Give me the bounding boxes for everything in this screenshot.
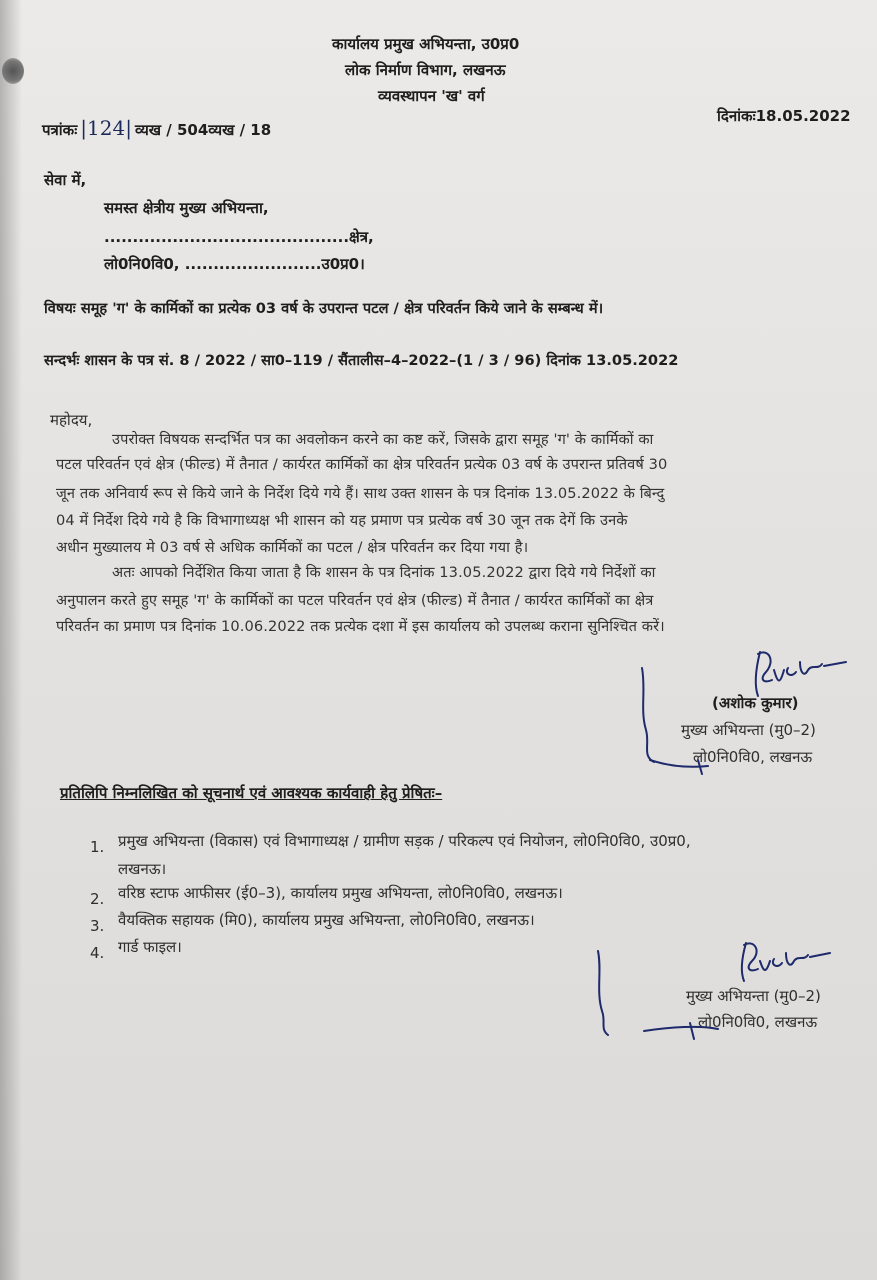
para1-line-3: जून तक अनिवार्य रूप से किये जाने के निर्देश दिये गये हैं। साथ उक्त शासन के पत्र दिनांक 13.05.2022 के बिन्दु	[56, 485, 665, 502]
para2-line-1: अतः आपको निर्देशित किया जाता है कि शासन के पत्र दिनांक 13.05.2022 द्वारा दिये गये निर्देशों का	[112, 564, 656, 581]
sandarbh-line: सन्दर्भः शासन के पत्र सं. 8 / 2022 / सा0–119 / सैंतालीस–4–2022–(1 / 3 / 96) दिनांक 13.05.2022	[44, 352, 679, 369]
header-department: लोक निर्माण विभाग, लखनऊ	[345, 61, 506, 79]
copy-item-3-number: 3.	[90, 917, 105, 935]
date-label: दिनांकः	[717, 107, 756, 125]
reference-number	[42, 116, 271, 140]
copy-item-1-line-1: प्रमुख अभियन्ता (विकास) एवं विभागाध्यक्ष / ग्रामीण सड़क / परिकल्प एवं नियोजन, लो0नि0वि0, उ0प्र0,	[118, 832, 691, 850]
recipient-line-1: समस्त क्षेत्रीय मुख्य अभियन्ता,	[104, 199, 269, 217]
recipient-line-2: ...........................................क्षेत्र,	[104, 228, 374, 246]
copy-item-1-line-2: लखनऊ।	[118, 860, 167, 878]
header-office: कार्यालय प्रमुख अभियन्ता, उ0प्र0	[332, 35, 520, 53]
salutation: महोदय,	[50, 411, 93, 429]
signatory-name: (अशोक कुमार)	[712, 694, 799, 712]
copy-signatory-office: लो0नि0वि0, लखनऊ	[698, 1013, 818, 1031]
patrank-handwritten-number: |124|	[80, 116, 132, 140]
copy-item-2-number: 2.	[90, 890, 105, 908]
copy-item-2-line-1: वरिष्ठ स्टाफ आफीसर (ई0–3), कार्यालय प्रमुख अभियन्ता, लो0नि0वि0, लखनऊ।	[118, 884, 563, 902]
subject-line: विषयः समूह 'ग' के कार्मिकों का प्रत्येक 03 वर्ष के उपरान्त पटल / क्षेत्र परिवर्तन किये जाने के सम्बन्ध में।	[44, 300, 604, 317]
punch-hole	[2, 58, 24, 84]
copy-item-4-number: 4.	[90, 944, 105, 962]
patrank-rest: व्यख / 504व्यख / 18	[134, 121, 272, 139]
para1-line-5: अधीन मुख्यालय मे 03 वर्ष से अधिक कार्मिकों का पटल / क्षेत्र परिवर्तन कर दिया गया है।	[56, 539, 529, 556]
signatory-office: लो0नि0वि0, लखनऊ	[693, 748, 813, 766]
patrank-label: पत्रांकः	[42, 121, 78, 139]
page-edge-shadow	[0, 0, 22, 1280]
para2-line-2: अनुपालन करते हुए समूह 'ग' के कार्मिकों का पटल परिवर्तन एवं क्षेत्र (फील्ड) में तैनात / कार्यरत कार्मिकों का क्षेत्र	[56, 592, 654, 609]
recipient-line-3: लो0नि0वि0, ........................उ0प्र0।	[104, 255, 365, 273]
copy-signatory-designation: मुख्य अभियन्ता (मु0–2)	[686, 987, 821, 1005]
date-value: 18.05.2022	[755, 107, 851, 125]
copy-heading: प्रतिलिपि निम्नलिखित को सूचनार्थ एवं आवश्यक कार्यवाही हेतु प्रेषितः–	[60, 784, 443, 802]
copy-item-4-line-1: गार्ड फाइल।	[118, 938, 182, 956]
copy-item-3-line-1: वैयक्तिक सहायक (मि0), कार्यालय प्रमुख अभियन्ता, लो0नि0वि0, लखनऊ।	[118, 911, 535, 929]
para1-line-2: पटल परिवर्तन एवं क्षेत्र (फील्ड) में तैनात / कार्यरत कार्मिकों का क्षेत्र परिवर्तन प्रत्येक 03 वर्ष के उपरान्त प्रतिवर्ष 30	[56, 456, 668, 473]
letter-date	[717, 106, 851, 126]
para1-line-4: 04 में निर्देश दिये गये है कि विभागाध्यक्ष भी शासन को यह प्रमाण पत्र प्रत्येक वर्ष 30 जून तक देगें कि उनके	[56, 512, 628, 529]
copy-item-1-number: 1.	[90, 838, 105, 856]
signatory-designation: मुख्य अभियन्ता (मु0–2)	[681, 721, 816, 739]
para1-line-1: उपरोक्त विषयक सन्दर्भित पत्र का अवलोकन करने का कष्ट करें, जिसके द्वारा समूह 'ग' के कार्मिकों का	[112, 431, 654, 448]
para2-line-3: परिवर्तन का प्रमाण पत्र दिनांक 10.06.2022 तक प्रत्येक दशा में इस कार्यालय को उपलब्ध कराना सुनिश्चित करें।	[56, 618, 665, 635]
header-section: व्यवस्थापन 'ख' वर्ग	[378, 87, 485, 105]
seva-mein: सेवा में,	[44, 171, 87, 189]
